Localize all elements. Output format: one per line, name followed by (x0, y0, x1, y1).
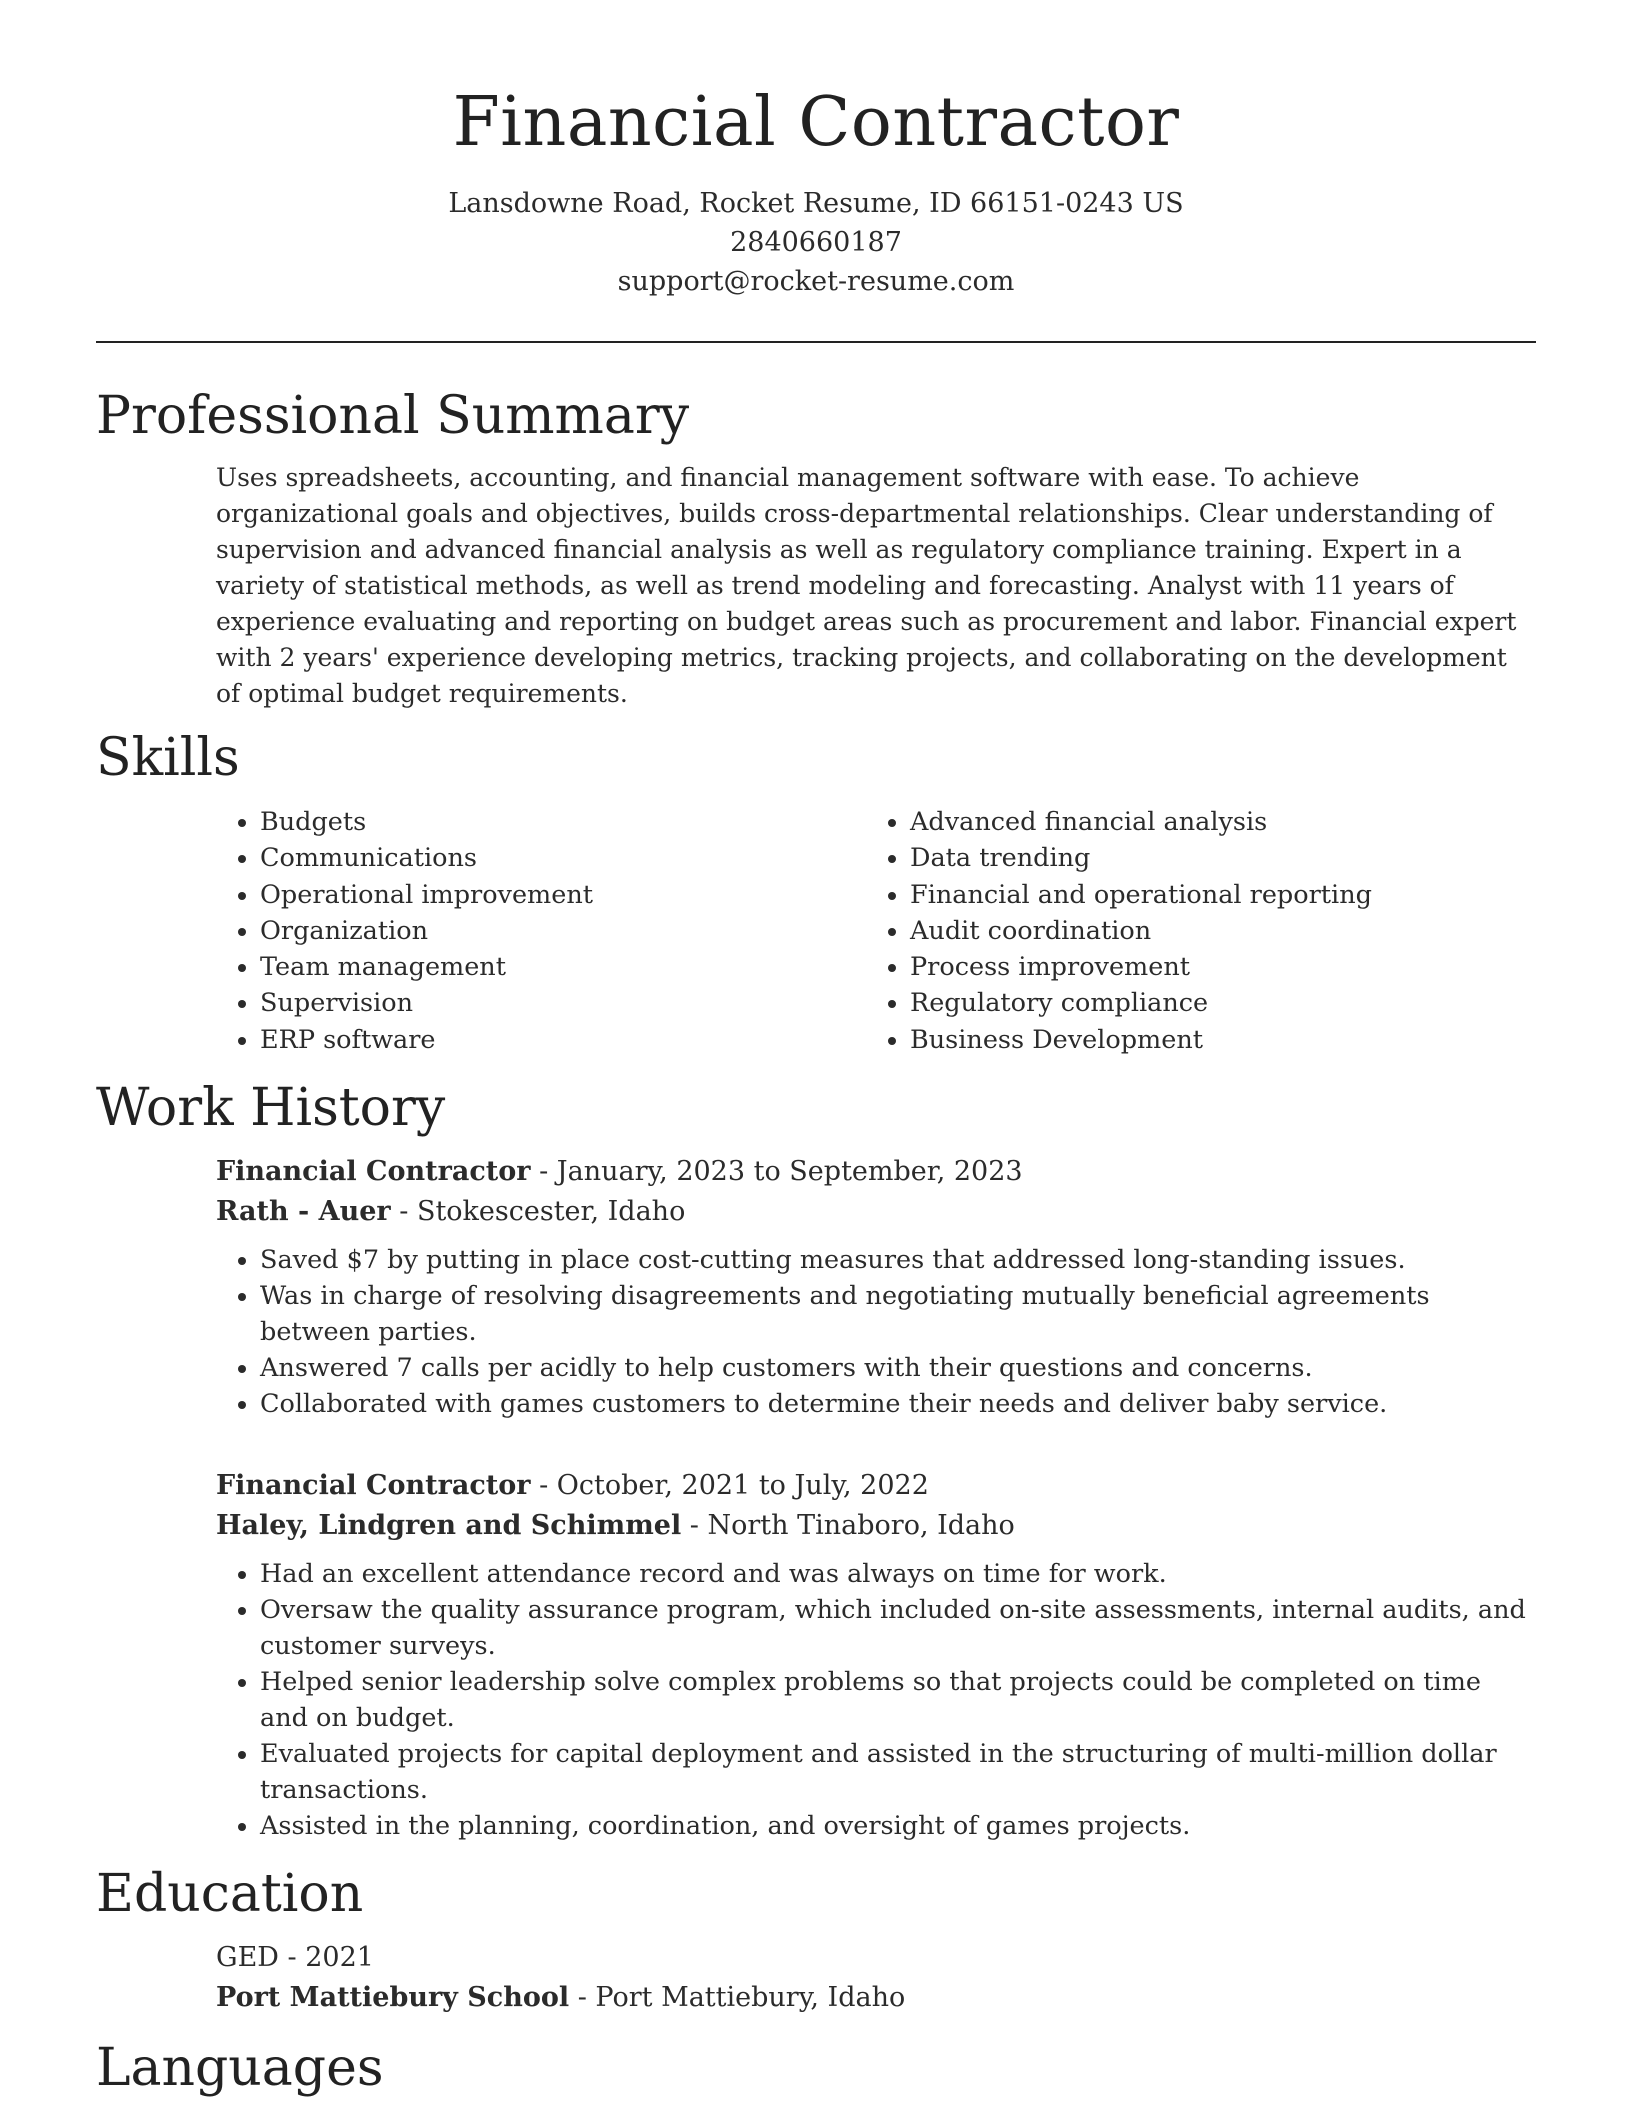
skill-item: • Supervision (260, 985, 866, 1021)
job-title-line (216, 1466, 1536, 1506)
skills-heading: Skills (96, 728, 240, 788)
job-bullet: • Was in charge of resolving disagreements and negotiating mutually beneficial agreements between parties. (260, 1278, 1536, 1350)
education-degree-line (216, 1938, 1536, 1978)
job-company: Haley, Lindgren and Schimmel (216, 1510, 682, 1542)
skill-item: • Operational improvement (260, 877, 866, 913)
job-dates: - October, 2021 to July, 2022 (530, 1470, 929, 1502)
skills-list-right (866, 804, 1372, 1058)
job-title: Financial Contractor (216, 1470, 531, 1502)
job-entry (216, 1152, 1536, 1422)
skill-item: • Budgets (260, 804, 866, 840)
job-bullets (216, 1556, 1536, 1844)
job-bullet: • Answered 7 calls per acidly to help customers with their questions and concerns. (260, 1350, 1536, 1386)
summary-heading: Professional Summary (96, 386, 690, 446)
job-title-line (216, 1152, 1536, 1192)
resume-body (96, 378, 1536, 2106)
summary-section (96, 378, 1536, 712)
resume-header (0, 0, 1632, 301)
job-entry (216, 1466, 1536, 1844)
job-location: - North Tinaboro, Idaho (681, 1510, 1015, 1542)
skill-item: • Regulatory compliance (910, 985, 1372, 1021)
job-bullet: • Assisted in the planning, coordination, and oversight of games projects. (260, 1808, 1536, 1844)
education-section (96, 1856, 1536, 2018)
skill-item: • ERP software (260, 1022, 866, 1058)
header-divider (96, 341, 1536, 343)
languages-section (96, 2030, 1536, 2106)
summary-text: Uses spreadsheets, accounting, and financial management software with ease. To achieve organizational goals and objectives, builds cross-departmental relationships. Clear understanding of supervision and advanced financial analysis as well as regulatory compliance training. Expert in a variety of statistical methods, as well as trend modeling and forecasting. Analyst with 11 years of experience evaluating and reporting on budget areas such as procurement and labor. Financial expert with 2 years' experience developing metrics, tracking projects, and collaborating on the development of optimal budget requirements. (216, 463, 1517, 708)
job-bullet: • Had an excellent attendance record and was always on time for work. (260, 1556, 1536, 1592)
job-location: - Stokescester, Idaho (390, 1196, 686, 1228)
skills-section (96, 720, 1536, 1058)
education-heading: Education (96, 1864, 364, 1925)
job-bullet: • Evaluated projects for capital deployment and assisted in the structuring of multi-million dollar transactions. (260, 1736, 1536, 1808)
job-company-line (216, 1192, 1536, 1232)
education-degree: GED (216, 1942, 279, 1974)
job-bullet: • Helped senior leadership solve complex problems so that projects could be completed on time and on budget. (260, 1664, 1536, 1736)
skill-item: • Team management (260, 949, 866, 985)
job-bullet: • Collaborated with games customers to determine their needs and deliver baby service. (260, 1386, 1536, 1422)
job-dates: - January, 2023 to September, 2023 (530, 1156, 1023, 1188)
job-title: Financial Contractor (216, 1156, 531, 1188)
skills-list-left (216, 804, 866, 1058)
skill-item: • Audit coordination (910, 913, 1372, 949)
education-school-line (216, 1978, 1536, 2018)
job-company-line (216, 1506, 1536, 1546)
job-bullet: • Oversaw the quality assurance program, which included on-site assessments, internal audits, and customer surveys. (260, 1592, 1536, 1664)
skill-item: • Financial and operational reporting (910, 877, 1372, 913)
contact-address: Lansdowne Road, Rocket Resume, ID 66151-0243 US (448, 188, 1184, 220)
skill-item: • Organization (260, 913, 866, 949)
skill-item: • Advanced financial analysis (910, 804, 1372, 840)
skill-item: • Process improvement (910, 949, 1372, 985)
skills-columns (216, 804, 1536, 1058)
education-year: - 2021 (278, 1942, 374, 1974)
job-bullet: • Saved $7 by putting in place cost-cutting measures that addressed long-standing issues. (260, 1242, 1536, 1278)
work-history-section (96, 1070, 1536, 1844)
contact-block (0, 184, 1632, 301)
contact-email: support@rocket-resume.com (617, 266, 1015, 298)
skill-item: • Communications (260, 840, 866, 876)
job-company: Rath - Auer (216, 1196, 391, 1228)
education-school: Port Mattiebury School (216, 1982, 570, 2014)
job-bullets (216, 1242, 1536, 1422)
skill-item: • Data trending (910, 840, 1372, 876)
skill-item: • Business Development (910, 1022, 1372, 1058)
languages-heading: Languages (96, 2038, 384, 2099)
work-history-heading: Work History (96, 1078, 446, 1139)
education-location: - Port Mattiebury, Idaho (569, 1982, 906, 2014)
contact-phone: 2840660187 (730, 227, 902, 259)
candidate-name: Financial Contractor (452, 83, 1180, 162)
